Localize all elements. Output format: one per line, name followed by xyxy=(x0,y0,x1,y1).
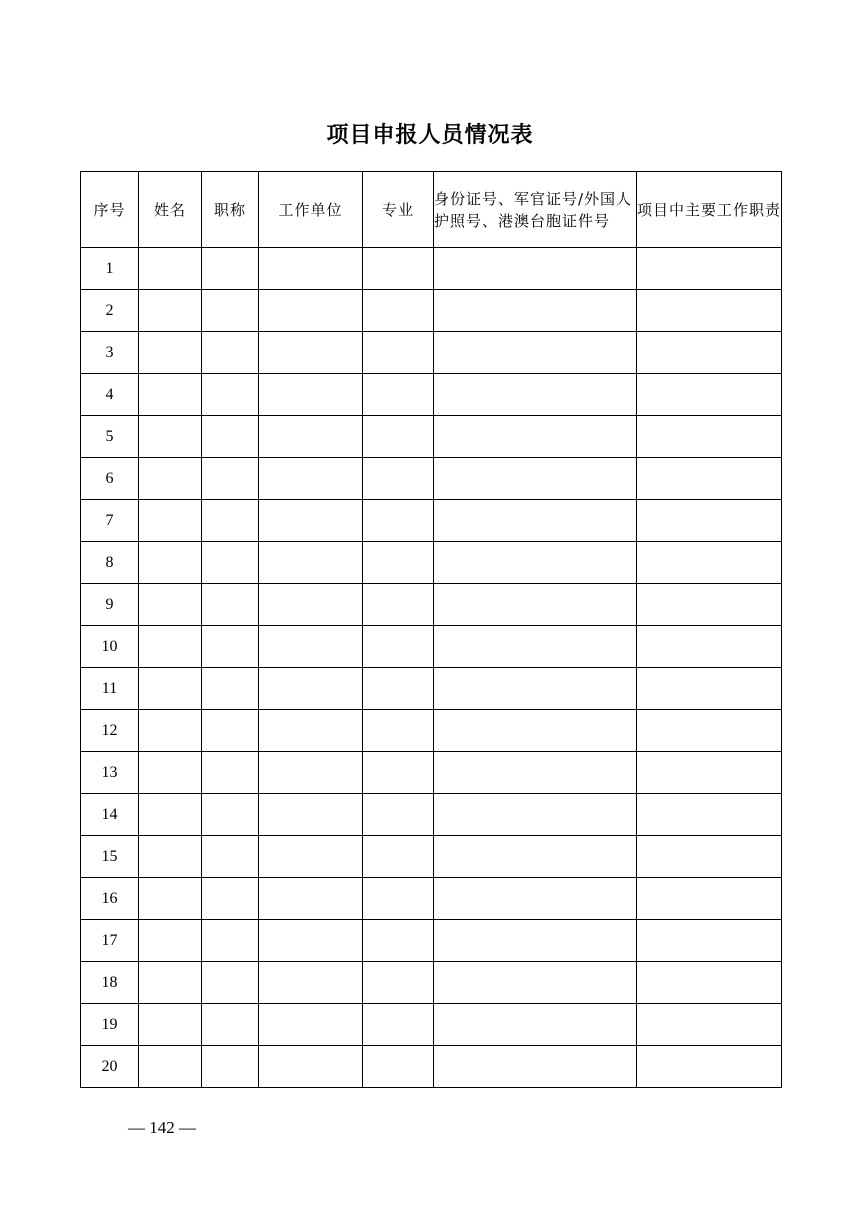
row-number-cell: 9 xyxy=(81,584,139,626)
major-cell[interactable] xyxy=(363,290,434,332)
title-cell[interactable] xyxy=(202,626,259,668)
name-cell[interactable] xyxy=(139,920,202,962)
title-cell[interactable] xyxy=(202,836,259,878)
title-cell[interactable] xyxy=(202,584,259,626)
row-number-cell: 11 xyxy=(81,668,139,710)
name-cell[interactable] xyxy=(139,710,202,752)
row-number-cell: 5 xyxy=(81,416,139,458)
table-row xyxy=(81,1046,782,1088)
responsibilities-cell[interactable] xyxy=(637,794,782,836)
table-row xyxy=(81,794,782,836)
title-cell[interactable] xyxy=(202,752,259,794)
work-unit-cell[interactable] xyxy=(259,416,363,458)
responsibilities-cell[interactable] xyxy=(637,710,782,752)
row-number-cell: 20 xyxy=(81,1046,139,1088)
name-cell[interactable] xyxy=(139,878,202,920)
table-row xyxy=(81,542,782,584)
name-cell[interactable] xyxy=(139,962,202,1004)
id-number-cell[interactable] xyxy=(434,500,637,542)
work-unit-cell[interactable] xyxy=(259,794,363,836)
id-number-cell[interactable] xyxy=(434,710,637,752)
table-row xyxy=(81,1004,782,1046)
major-cell[interactable] xyxy=(363,332,434,374)
title-cell[interactable] xyxy=(202,290,259,332)
header-title: 职称 xyxy=(202,172,259,248)
work-unit-cell[interactable] xyxy=(259,542,363,584)
row-number-cell: 3 xyxy=(81,332,139,374)
name-cell[interactable] xyxy=(139,374,202,416)
row-number-cell: 10 xyxy=(81,626,139,668)
table-row xyxy=(81,374,782,416)
title-cell[interactable] xyxy=(202,668,259,710)
id-number-cell[interactable] xyxy=(434,248,637,290)
id-number-cell[interactable] xyxy=(434,626,637,668)
table-row xyxy=(81,626,782,668)
table-row xyxy=(81,332,782,374)
work-unit-cell[interactable] xyxy=(259,710,363,752)
table-row xyxy=(81,710,782,752)
title-cell[interactable] xyxy=(202,500,259,542)
id-number-cell[interactable] xyxy=(434,584,637,626)
work-unit-cell[interactable] xyxy=(259,584,363,626)
work-unit-cell[interactable] xyxy=(259,332,363,374)
work-unit-cell[interactable] xyxy=(259,1046,363,1088)
work-unit-cell[interactable] xyxy=(259,962,363,1004)
title-cell[interactable] xyxy=(202,542,259,584)
name-cell[interactable] xyxy=(139,794,202,836)
row-number-cell: 8 xyxy=(81,542,139,584)
table-body xyxy=(81,248,782,1088)
table-row xyxy=(81,836,782,878)
name-cell[interactable] xyxy=(139,584,202,626)
row-number-cell: 4 xyxy=(81,374,139,416)
responsibilities-cell[interactable] xyxy=(637,920,782,962)
major-cell[interactable] xyxy=(363,458,434,500)
table-row xyxy=(81,878,782,920)
name-cell[interactable] xyxy=(139,1004,202,1046)
work-unit-cell[interactable] xyxy=(259,458,363,500)
page-number: — 142 — xyxy=(128,1118,196,1137)
major-cell[interactable] xyxy=(363,584,434,626)
table-row xyxy=(81,920,782,962)
major-cell[interactable] xyxy=(363,878,434,920)
responsibilities-cell[interactable] xyxy=(637,248,782,290)
title-cell[interactable] xyxy=(202,794,259,836)
row-number-cell: 13 xyxy=(81,752,139,794)
title-cell[interactable] xyxy=(202,710,259,752)
name-cell[interactable] xyxy=(139,668,202,710)
id-number-cell[interactable] xyxy=(434,290,637,332)
major-cell[interactable] xyxy=(363,542,434,584)
id-number-cell[interactable] xyxy=(434,878,637,920)
responsibilities-cell[interactable] xyxy=(637,374,782,416)
table-row xyxy=(81,500,782,542)
name-cell[interactable] xyxy=(139,248,202,290)
work-unit-cell[interactable] xyxy=(259,374,363,416)
responsibilities-cell[interactable] xyxy=(637,752,782,794)
name-cell[interactable] xyxy=(139,1046,202,1088)
table-row xyxy=(81,962,782,1004)
responsibilities-cell[interactable] xyxy=(637,332,782,374)
responsibilities-cell[interactable] xyxy=(637,962,782,1004)
id-number-cell[interactable] xyxy=(434,962,637,1004)
responsibilities-cell[interactable] xyxy=(637,500,782,542)
work-unit-cell[interactable] xyxy=(259,248,363,290)
name-cell[interactable] xyxy=(139,416,202,458)
title-cell[interactable] xyxy=(202,962,259,1004)
responsibilities-cell[interactable] xyxy=(637,878,782,920)
id-number-cell[interactable] xyxy=(434,542,637,584)
name-cell[interactable] xyxy=(139,500,202,542)
name-cell[interactable] xyxy=(139,458,202,500)
work-unit-cell[interactable] xyxy=(259,290,363,332)
title-cell[interactable] xyxy=(202,878,259,920)
title-cell[interactable] xyxy=(202,920,259,962)
table-row xyxy=(81,458,782,500)
table-row xyxy=(81,584,782,626)
title-cell[interactable] xyxy=(202,1046,259,1088)
page-title: 项目申报人员情况表 xyxy=(326,123,534,148)
responsibilities-cell[interactable] xyxy=(637,416,782,458)
name-cell[interactable] xyxy=(139,542,202,584)
row-number-cell: 14 xyxy=(81,794,139,836)
header-serial-number: 序号 xyxy=(81,172,139,248)
row-number-cell: 18 xyxy=(81,962,139,1004)
major-cell[interactable] xyxy=(363,752,434,794)
work-unit-cell[interactable] xyxy=(259,668,363,710)
work-unit-cell[interactable] xyxy=(259,920,363,962)
id-number-cell[interactable] xyxy=(434,1046,637,1088)
table-row xyxy=(81,290,782,332)
major-cell[interactable] xyxy=(363,962,434,1004)
row-number-cell: 15 xyxy=(81,836,139,878)
row-number-cell: 19 xyxy=(81,1004,139,1046)
title-cell[interactable] xyxy=(202,248,259,290)
work-unit-cell[interactable] xyxy=(259,836,363,878)
personnel-table xyxy=(80,171,782,1088)
major-cell[interactable] xyxy=(363,248,434,290)
major-cell[interactable] xyxy=(363,710,434,752)
row-number-cell: 1 xyxy=(81,248,139,290)
header-major: 专业 xyxy=(363,172,434,248)
row-number-cell: 6 xyxy=(81,458,139,500)
work-unit-cell[interactable] xyxy=(259,752,363,794)
header-name: 姓名 xyxy=(139,172,202,248)
title-cell[interactable] xyxy=(202,374,259,416)
id-number-cell[interactable] xyxy=(434,374,637,416)
id-number-cell[interactable] xyxy=(434,752,637,794)
major-cell[interactable] xyxy=(363,794,434,836)
responsibilities-cell[interactable] xyxy=(637,626,782,668)
responsibilities-cell[interactable] xyxy=(637,584,782,626)
table-header-row xyxy=(81,172,782,248)
title-cell[interactable] xyxy=(202,458,259,500)
work-unit-cell[interactable] xyxy=(259,878,363,920)
major-cell[interactable] xyxy=(363,626,434,668)
id-number-cell[interactable] xyxy=(434,668,637,710)
title-cell[interactable] xyxy=(202,332,259,374)
major-cell[interactable] xyxy=(363,836,434,878)
title-cell[interactable] xyxy=(202,1004,259,1046)
row-number-cell: 17 xyxy=(81,920,139,962)
table-row xyxy=(81,416,782,458)
row-number-cell: 7 xyxy=(81,500,139,542)
major-cell[interactable] xyxy=(363,500,434,542)
responsibilities-cell[interactable] xyxy=(637,1004,782,1046)
major-cell[interactable] xyxy=(363,668,434,710)
name-cell[interactable] xyxy=(139,626,202,668)
table-row xyxy=(81,668,782,710)
id-number-cell[interactable] xyxy=(434,1004,637,1046)
responsibilities-cell[interactable] xyxy=(637,542,782,584)
work-unit-cell[interactable] xyxy=(259,626,363,668)
id-number-cell[interactable] xyxy=(434,794,637,836)
header-id-number: 身份证号、军官证号/外国人护照号、港澳台胞证件号 xyxy=(434,172,637,248)
major-cell[interactable] xyxy=(363,1004,434,1046)
responsibilities-cell[interactable] xyxy=(637,1046,782,1088)
id-number-cell[interactable] xyxy=(434,920,637,962)
id-number-cell[interactable] xyxy=(434,416,637,458)
header-responsibilities: 项目中主要工作职责 xyxy=(637,172,782,248)
name-cell[interactable] xyxy=(139,290,202,332)
work-unit-cell[interactable] xyxy=(259,500,363,542)
responsibilities-cell[interactable] xyxy=(637,836,782,878)
name-cell[interactable] xyxy=(139,752,202,794)
major-cell[interactable] xyxy=(363,416,434,458)
header-work-unit: 工作单位 xyxy=(259,172,363,248)
id-number-cell[interactable] xyxy=(434,332,637,374)
table-row xyxy=(81,248,782,290)
responsibilities-cell[interactable] xyxy=(637,290,782,332)
major-cell[interactable] xyxy=(363,920,434,962)
row-number-cell: 12 xyxy=(81,710,139,752)
major-cell[interactable] xyxy=(363,1046,434,1088)
name-cell[interactable] xyxy=(139,836,202,878)
row-number-cell: 16 xyxy=(81,878,139,920)
major-cell[interactable] xyxy=(363,374,434,416)
name-cell[interactable] xyxy=(139,332,202,374)
responsibilities-cell[interactable] xyxy=(637,458,782,500)
id-number-cell[interactable] xyxy=(434,836,637,878)
responsibilities-cell[interactable] xyxy=(637,668,782,710)
row-number-cell: 2 xyxy=(81,290,139,332)
id-number-cell[interactable] xyxy=(434,458,637,500)
work-unit-cell[interactable] xyxy=(259,1004,363,1046)
title-cell[interactable] xyxy=(202,416,259,458)
table-row xyxy=(81,752,782,794)
